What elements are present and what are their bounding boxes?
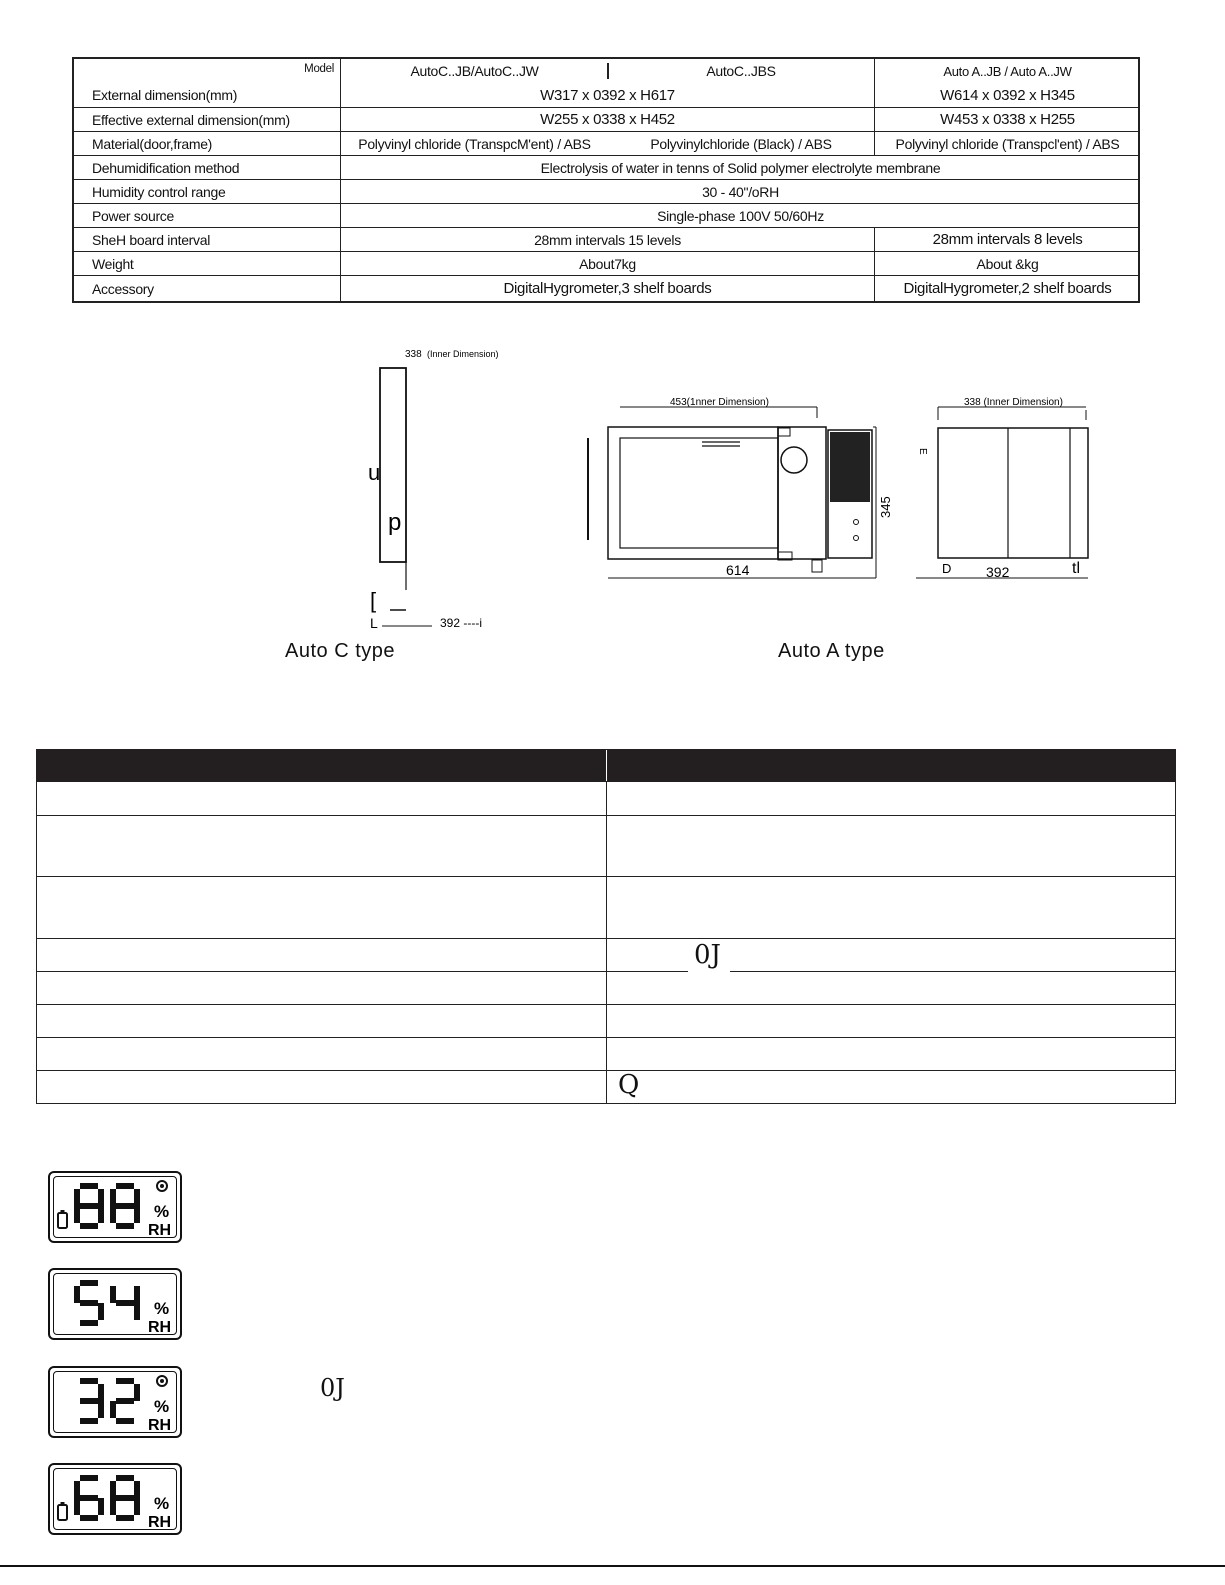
battery-icon — [58, 1213, 67, 1228]
a-indicator — [854, 536, 859, 541]
indicator-icon — [160, 1379, 164, 1383]
percent-label: % — [154, 1397, 170, 1416]
spec-table — [72, 57, 1140, 303]
c-inner-dim: 338 — [405, 349, 422, 360]
table-row — [36, 972, 1176, 1005]
auto-a-diagram — [580, 390, 1100, 590]
lcd-segment-b — [134, 1189, 140, 1206]
row-value-c3: About &kg — [874, 252, 1140, 275]
c-inner-dim-note: (Inner Dimension) — [427, 349, 499, 359]
lcd-segment-c — [98, 1206, 104, 1223]
table-row — [36, 877, 1176, 939]
spec-row — [74, 155, 1138, 179]
lcd-segment-d — [80, 1515, 98, 1521]
row-value-c3: DigitalHygrometer,2 shelf boards — [874, 276, 1140, 301]
row-label: Dehumidification method — [92, 159, 240, 176]
a-inner-dim: 453(1nner Dimension) — [670, 397, 769, 408]
row-value-c3: 28mm intervals 8 levels — [874, 228, 1140, 251]
table-2-header — [36, 749, 1176, 782]
lcd-segment-a — [80, 1475, 98, 1481]
lcd-segment-g — [80, 1300, 98, 1306]
lcd-display — [48, 1171, 182, 1243]
row-value-all: Single-phase 100V 50/60Hz — [340, 204, 1140, 227]
lcd-digits — [50, 1270, 180, 1338]
table-row — [36, 939, 1176, 972]
percent-label: % — [154, 1299, 170, 1318]
rh-label: RH — [148, 1222, 172, 1239]
lcd-segment-a — [116, 1475, 134, 1481]
table-row — [36, 782, 1176, 816]
lcd-segment-a — [80, 1183, 98, 1189]
rh-label: RH — [148, 1417, 172, 1434]
c-letter-p: p — [388, 509, 402, 536]
lcd-segment-c — [98, 1401, 104, 1418]
lcd-display — [48, 1366, 182, 1438]
row-label: Humidity control range — [92, 183, 226, 200]
lcd-segment-d — [116, 1515, 134, 1521]
lcd-segment-b — [98, 1189, 104, 1206]
a-cabinet — [608, 427, 778, 559]
lcd-segment-d — [80, 1223, 98, 1229]
spec-row — [74, 131, 1138, 155]
lcd-segment-d — [80, 1320, 98, 1326]
lcd-display — [48, 1268, 182, 1340]
row-value-c1: W255 x 0338 x H452 — [340, 108, 874, 131]
lcd-digits — [50, 1465, 180, 1533]
lcd-segment-f — [110, 1286, 116, 1303]
model-label: Model — [304, 63, 334, 75]
lcd-segment-f — [74, 1481, 80, 1498]
header-c3: Auto A..JB / Auto A..JW — [874, 59, 1140, 83]
rh-label: RH — [148, 1514, 172, 1531]
row-label: External dimension(mm) — [92, 87, 238, 103]
lcd-segment-g — [116, 1203, 134, 1209]
c-letter-bracket: [ — [370, 588, 377, 613]
a-side-left: D — [942, 561, 952, 576]
lcd-segment-g — [116, 1300, 134, 1306]
lcd-segment-b — [134, 1286, 140, 1303]
lcd-digits — [50, 1368, 180, 1436]
row-label: Material(door,frame) — [92, 135, 213, 152]
lcd-segment-f — [110, 1481, 116, 1498]
a-side-width: 392 — [986, 564, 1010, 580]
auto-c-diagram — [360, 340, 540, 635]
lcd-segment-d — [116, 1418, 134, 1424]
a-hinge — [778, 428, 790, 436]
lcd-segment-b — [134, 1481, 140, 1498]
row-value-c2: Polyvinylchloride (Black) / ABS — [650, 135, 832, 152]
table-row — [36, 1071, 1176, 1104]
row-value-c1: W317 x 0392 x H617 — [340, 83, 874, 107]
a-chamber — [620, 438, 778, 548]
a-indicator — [854, 520, 859, 525]
a-width-dim: 614 — [726, 562, 750, 578]
a-hygrometer — [781, 447, 807, 473]
lcd-segment-c — [98, 1303, 104, 1320]
lcd-segment-b — [98, 1384, 104, 1401]
spec-row — [74, 83, 1138, 107]
a-foot — [812, 560, 822, 572]
row-value-c1: 28mm intervals 15 levels — [340, 228, 874, 251]
indicator-icon — [160, 1184, 164, 1188]
header-c1: AutoC..JB/AutoC..JW — [340, 59, 608, 83]
row-label: Accessory — [92, 280, 154, 297]
page-bottom-rule — [0, 1565, 1225, 1567]
lcd-segment-c — [134, 1498, 140, 1515]
lcd-segment-g — [80, 1203, 98, 1209]
lcd-segment-f — [110, 1189, 116, 1206]
row-label: Weight — [92, 255, 134, 272]
c-letter-u: u — [368, 460, 381, 485]
percent-label: % — [154, 1202, 170, 1221]
row-value-c1: DigitalHygrometer,3 shelf boards — [340, 276, 874, 301]
row-label: SheH board interval — [92, 231, 211, 248]
table-row — [36, 816, 1176, 877]
header-c2: AutoC..JBS — [706, 63, 776, 79]
battery-icon — [58, 1505, 67, 1520]
lcd-segment-f — [74, 1286, 80, 1303]
lcd-segment-e — [74, 1206, 80, 1223]
battery-icon — [61, 1210, 65, 1213]
lcd-segment-b — [134, 1384, 140, 1401]
a-unit-panel — [778, 427, 826, 559]
a-height-dim: 345 — [878, 496, 893, 518]
spec-row — [74, 275, 1138, 301]
row-value-c1: About7kg — [340, 252, 874, 275]
row-value-all: Electrolysis of water in tenns of Solid polymer electrolyte membrane — [340, 156, 1140, 179]
table-row — [36, 1005, 1176, 1038]
lcd-segment-f — [74, 1189, 80, 1206]
lcd-segment-g — [80, 1495, 98, 1501]
lcd-segment-d — [116, 1223, 134, 1229]
row-value-c1: Polyvinyl chloride (TranspcM'ent) / ABS — [340, 132, 608, 155]
lcd-segment-c — [98, 1498, 104, 1515]
lcd-segment-e — [110, 1498, 116, 1515]
spec-row — [74, 227, 1138, 251]
lcd-segment-g — [116, 1495, 134, 1501]
row-label: Power source — [92, 207, 174, 224]
lcd-segment-a — [116, 1183, 134, 1189]
row-label: Effective external dimension(mm) — [92, 111, 290, 128]
battery-icon — [61, 1502, 65, 1505]
lcd-segment-e — [74, 1498, 80, 1515]
row-value-c3: Polyvinyl chloride (Transpcl'ent) / ABS — [874, 132, 1140, 155]
rh-label: RH — [148, 1319, 172, 1336]
c-letter-l: L — [370, 615, 378, 631]
spec-row — [74, 251, 1138, 275]
lcd-segment-e — [110, 1401, 116, 1418]
a-side-inner-dim: 338 (Inner Dimension) — [964, 397, 1063, 408]
lcd-display — [48, 1463, 182, 1535]
table-row — [36, 1038, 1176, 1071]
a-vent-grille — [830, 432, 870, 502]
a-side-cabinet — [938, 428, 1088, 558]
table-glyph-oj: 0J — [694, 940, 721, 970]
auto-a-caption: Auto A type — [778, 640, 885, 662]
a-side-right: tl — [1072, 560, 1080, 577]
lcd-segment-c — [134, 1303, 140, 1320]
row-value-c3: W453 x 0338 x H255 — [874, 108, 1140, 131]
row-value-c3: W614 x 0392 x H345 — [874, 83, 1140, 107]
lcd-segment-g — [80, 1398, 98, 1404]
lcd-segment-a — [80, 1280, 98, 1286]
spec-row — [74, 203, 1138, 227]
lcd-note-glyph: 0J — [320, 1374, 345, 1402]
auto-c-caption: Auto C type — [285, 640, 396, 662]
row-value-all: 30 - 40"/oRH — [340, 180, 1140, 203]
lcd-segment-d — [80, 1418, 98, 1424]
spec-row — [74, 179, 1138, 203]
a-side-mark: Ε — [917, 448, 928, 455]
lcd-segment-g — [116, 1398, 134, 1404]
spec-row — [74, 107, 1138, 131]
header-divider — [607, 63, 609, 79]
c-bottom-dim: 392 ----i — [440, 616, 483, 630]
percent-label: % — [154, 1494, 170, 1513]
lcd-segment-c — [134, 1206, 140, 1223]
lcd-segment-e — [110, 1206, 116, 1223]
lcd-segment-a — [80, 1378, 98, 1384]
lcd-segment-a — [116, 1378, 134, 1384]
lcd-digits — [50, 1173, 180, 1241]
table-glyph-q: Q — [618, 1070, 640, 1100]
spec-header-row — [74, 59, 1138, 83]
